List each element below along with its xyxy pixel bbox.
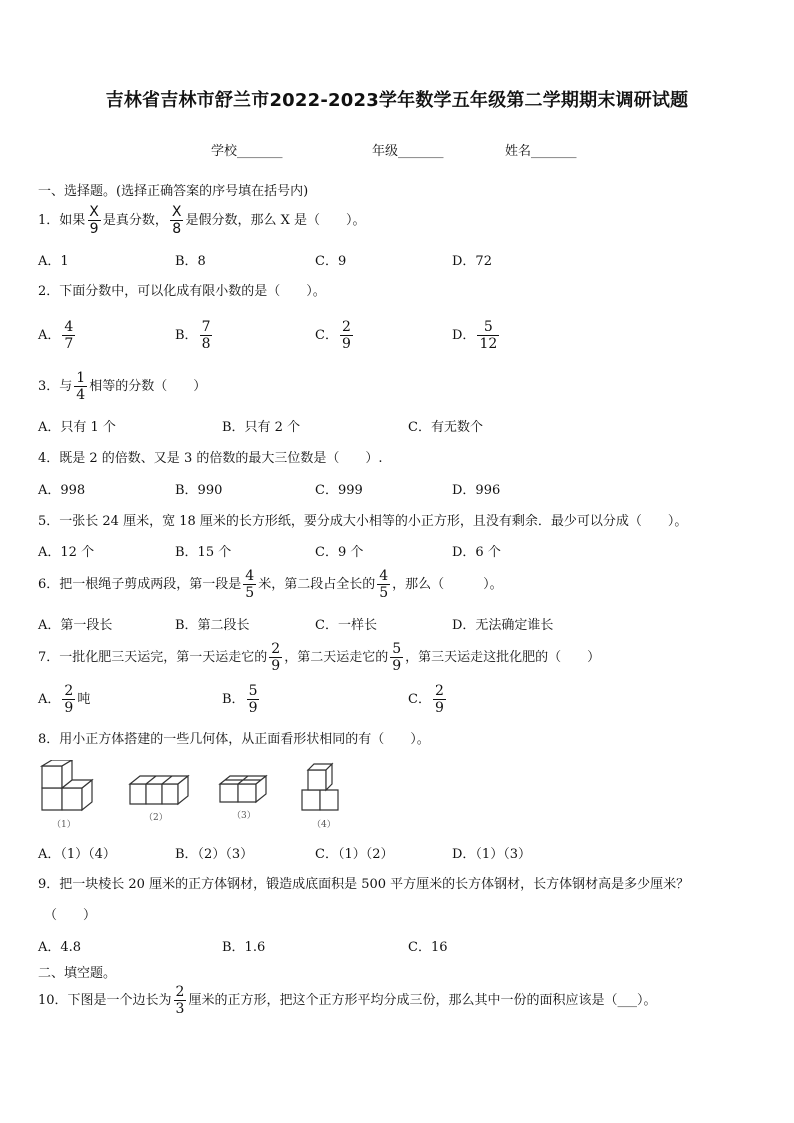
section-heading-1: 一、选择题。(选择正确答案的序号填在括号内) [38, 184, 309, 199]
fraction: $\frac{4}{5}$ [245, 568, 255, 601]
option: B．只有 2 个 [222, 420, 301, 435]
figure-label: （2） [144, 813, 168, 823]
fraction: $\frac{2}{9}$ [434, 683, 444, 716]
figure-label: （1） [52, 820, 76, 830]
fraction: $\frac{1}{4}$ [76, 370, 86, 403]
school-field: 学校_______ [211, 144, 283, 159]
fraction: $\frac{2}{9}$ [271, 641, 281, 674]
option: D．无法确定谁长 [452, 618, 554, 633]
name-field: 姓名_______ [505, 144, 577, 159]
option: A．12 个 [38, 545, 95, 560]
fraction: $\frac{7}{8}$ [201, 319, 211, 352]
option: C．一样长 [315, 618, 377, 633]
fraction: $\frac{5}{9}$ [392, 641, 402, 674]
option: A．第一段长 [38, 618, 113, 633]
figure-label: （4） [312, 820, 336, 830]
option: C．（1）（2） [315, 847, 394, 862]
option: D．（1）（3） [452, 847, 531, 862]
question-2: 2．下面分数中，可以化成有限小数的是（ ）。 [38, 284, 326, 299]
question-3: 3．与 $\frac{1}{4}$ 相等的分数（ ） [38, 370, 207, 403]
fraction: $\frac{2}{9}$ [64, 683, 74, 716]
question-8: 8．用小正方体搭建的一些几何体，从正面看形状相同的有（ ）。 [38, 732, 430, 747]
grade-field: 年级_______ [372, 144, 444, 159]
option: D． $\frac{5}{12}$ [452, 319, 498, 352]
fraction: $\frac{5}{12}$ [479, 319, 498, 352]
option: B．990 [175, 483, 223, 498]
option: B．8 [175, 254, 206, 269]
page-title: 吉林省吉林市舒兰市2022-2023学年数学五年级第二学期期末调研试题 [105, 90, 689, 111]
question-6: 6．把一根绳子剪成两段，第一段是 $\frac{4}{5}$ 米，第二段占全长的 $\frac{4}{5}$ ，那么（ ）。 [38, 568, 503, 601]
question-5: 5．一张长 24 厘米，宽 18 厘米的长方形纸，要分成大小相等的小正方形，且没有剩余．最少可以分成（ ）。 [38, 514, 688, 529]
option: A．1 [38, 254, 69, 269]
option: D．72 [452, 254, 492, 269]
option: A．只有 1 个 [38, 420, 116, 435]
option: C．16 [408, 940, 448, 955]
option: B． $\frac{7}{8}$ [175, 319, 211, 352]
question-7: 7．一批化肥三天运完，第一天运走它的 $\frac{2}{9}$ ，第二天运走它的 $\frac{5}{9}$ ，第三天运走这批化肥的（ ） [38, 641, 601, 674]
fraction: $\frac{4}{5}$ [379, 568, 389, 601]
option: A． $\frac{4}{7}$ [38, 319, 74, 352]
section-heading-2: 二、填空题。 [38, 966, 117, 981]
option: B．第二段长 [175, 618, 250, 633]
option: B．（2）（3） [175, 847, 254, 862]
question-4: 4．既是 2 的倍数、又是 3 的倍数的最大三位数是（ ）. [38, 451, 383, 466]
option: C．999 [315, 483, 363, 498]
fraction: $\frac{5}{9}$ [248, 683, 258, 716]
figure-label: （3） [232, 811, 256, 821]
option: A．998 [38, 483, 86, 498]
option: B．15 个 [175, 545, 232, 560]
cube-figure-3 [218, 772, 268, 804]
option: C．有无数个 [408, 420, 483, 435]
question-10: 10．下图是一个边长为 $\frac{2}{3}$ 厘米的正方形，把这个正方形平均分成三份，那么其中一份的面积应该是（___）。 [38, 984, 657, 1017]
option: C．9 [315, 254, 347, 269]
fraction: $\frac{2}{9}$ [341, 319, 351, 352]
fraction: $\frac{2}{3}$ [175, 984, 185, 1017]
option: C．9 个 [315, 545, 364, 560]
option: B．1.6 [222, 940, 266, 955]
question-9: 9．把一块棱长 20 厘米的正方体钢材，锻造成底面积是 500 平方厘米的长方体钢材，长方体钢材高是多少厘米？ [38, 877, 690, 892]
option: A．（1）（4） [38, 847, 116, 862]
cube-figure-4 [300, 762, 340, 812]
fraction: $\frac{4}{7}$ [64, 319, 74, 352]
cube-figure-2 [128, 774, 190, 806]
option: D．6 个 [452, 545, 501, 560]
option: D．996 [452, 483, 501, 498]
fraction: $\frac{X}{8}$ [171, 204, 182, 237]
option: A．4.8 [38, 940, 82, 955]
option: A． $\frac{2}{9}$ 吨 [38, 683, 91, 716]
fraction: $\frac{X}{9}$ [89, 204, 99, 237]
option: C． $\frac{2}{9}$ [315, 319, 351, 352]
cube-figure-1 [40, 760, 100, 812]
answer-blank: （ ） [44, 908, 97, 923]
question-1: 1．如果 $\frac{X}{9}$ 是真分数， $\frac{X}{8}$ 是假分数，那么 X 是（ ）。 [38, 204, 366, 237]
option: C． $\frac{2}{9}$ [408, 683, 444, 716]
option: B． $\frac{5}{9}$ [222, 683, 258, 716]
